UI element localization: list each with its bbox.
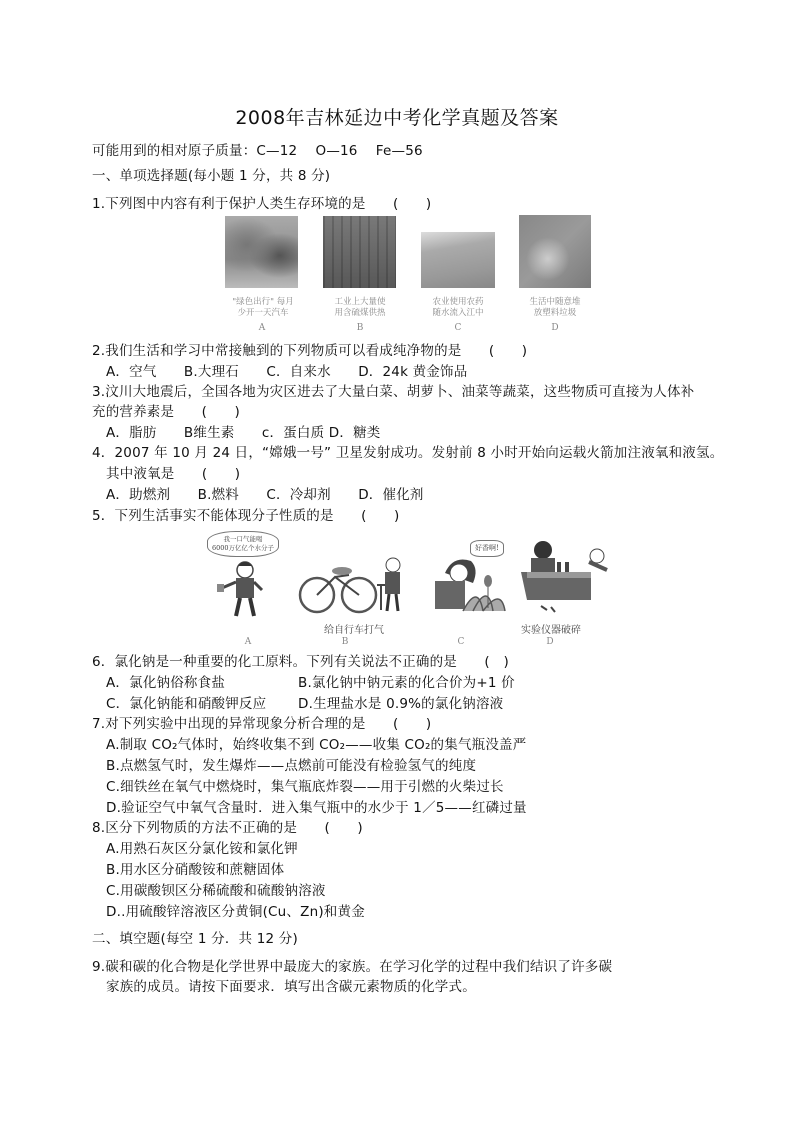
q1-letter-b: B [356, 323, 364, 333]
photo-industrial-coal [323, 216, 396, 288]
q1-stem: 1.下列图中内容有利于保护人类生存环境的是 ( ) [92, 196, 432, 212]
q5-stem: 5．下列生活事实不能体现分子性质的是 ( ) [92, 508, 400, 524]
q5-bubble-c: 好香啊! [470, 540, 504, 557]
q3-stem-line2: 充的营养素是 ( ) [92, 404, 240, 420]
q1-caption-d2: 放塑料垃圾 [533, 308, 577, 318]
q6-option-c: C．氯化钠能和硝酸钾反应 [106, 696, 267, 712]
q5-bubble-a-line1: 我一口气能喝 [223, 535, 263, 543]
q7-stem: 7.对下列实验中出现的异常现象分析合理的是 ( ) [92, 716, 432, 732]
q8-option-a: A.用熟石灰区分氯化铵和氯化钾 [106, 841, 298, 857]
q3-options: A．脂肪 B维生素 c．蛋白质 D．糖类 [106, 425, 381, 441]
q7-option-d: D.验证空气中氧气含量时．进入集气瓶中的水少于 1／5——红磷过量 [106, 800, 527, 816]
cartoon-broken-instruments [521, 540, 611, 615]
q5-bubble-a-line2: 6000万亿亿个水分子 [212, 544, 275, 552]
q5-letter-c: C [457, 637, 465, 647]
section2-heading: 二、填空题(每空 1 分．共 12 分) [92, 931, 298, 947]
page-title: 2008年吉林延边中考化学真题及答案 [235, 107, 559, 129]
q9-stem-line2: 家族的成员。请按下面要求．填写出含碳元素物质的化学式。 [106, 979, 476, 995]
q5-letter-a: A [244, 637, 252, 647]
q1-caption-b2: 用含硫煤供热 [334, 308, 386, 318]
q1-caption-a2: 少开一天汽车 [237, 308, 289, 318]
photo-pesticide-river [421, 232, 495, 288]
q8-option-b: B.用水区分硝酸铵和蔗糖固体 [106, 862, 285, 878]
q1-caption-d1: 生活中随意堆 [529, 297, 581, 307]
atomic-masses: 可能用到的相对原子质量：C—12 O—16 Fe—56 [92, 143, 423, 159]
q1-caption-a1: "绿色出行" 每月 [232, 297, 294, 307]
cartoon-boy-drinking [212, 558, 272, 620]
q1-letter-a: A [258, 323, 266, 333]
section1-heading: 一、单项选择题(每小题 1 分，共 8 分) [92, 168, 331, 184]
q7-option-c: C.细铁丝在氧气中燃烧时，集气瓶底炸裂——用于引燃的火柴过长 [106, 779, 504, 795]
photo-plastic-waste [519, 215, 591, 288]
q5-caption-b: 给自行车打气 [324, 625, 384, 636]
q2-stem: 2.我们生活和学习中常接触到的下列物质可以看成纯净物的是 ( ) [92, 343, 528, 359]
q1-caption-b1: 工业上大量使 [334, 297, 386, 307]
q4-options: A．助燃剂 B.燃料 C．冷却剂 D．催化剂 [106, 487, 424, 503]
q2-options: A．空气 B.大理石 C．自来水 D．24k 黄金饰品 [106, 364, 468, 380]
cartoon-girl-smelling-flower [433, 553, 513, 613]
q5-letter-b: B [341, 637, 349, 647]
q1-caption-c2: 随水流入江中 [432, 308, 484, 318]
q4-stem-line1: 4．2007 年 10 月 24 日，“嫦娥一号” 卫星发射成功。发射前 8 小时开始向运载火箭加注液氧和液氢。 [92, 445, 724, 461]
q8-option-d: D..用硫酸锌溶液区分黄铜(Cu、Zn)和黄金 [106, 904, 365, 920]
q1-letter-d: D [551, 323, 559, 333]
q4-stem-line2: 其中液氧是 ( ) [106, 466, 241, 482]
q5-bubble-a [207, 531, 279, 557]
q1-caption-c1: 农业使用农药 [432, 297, 484, 307]
q1-letter-c: C [454, 323, 462, 333]
q7-option-a: A.制取 CO₂气体时，始终收集不到 CO₂——收集 CO₂的集气瓶没盖严 [106, 737, 527, 753]
cartoon-bicycle-pump [297, 555, 407, 615]
q5-letter-d: D [546, 637, 554, 647]
q7-option-b: B.点燃氢气时，发生爆炸——点燃前可能没有检验氢气的纯度 [106, 758, 477, 774]
q8-stem: 8.区分下列物质的方法不正确的是 ( ) [92, 820, 363, 836]
q5-caption-d: 实验仪器破碎 [521, 625, 581, 636]
photo-green-travel [225, 216, 298, 288]
q8-option-c: C.用碳酸钡区分稀硫酸和硫酸钠溶液 [106, 883, 326, 899]
q3-stem-line1: 3.汶川大地震后，全国各地为灾区进去了大量白菜、胡萝卜、油菜等蔬菜，这些物质可直接为人体补 [92, 384, 695, 400]
q6-stem: 6．氯化钠是一种重要的化工原料。下列有关说法不正确的是 ( ) [92, 654, 510, 670]
q9-stem-line1: 9.碳和碳的化合物是化学世界中最庞大的家族。在学习化学的过程中我们结识了许多碳 [92, 959, 613, 975]
q6-option-d: D.生理盐水是 0.9%的氯化钠溶液 [298, 696, 504, 712]
q6-option-b: B.氯化钠中钠元素的化合价为+1 价 [298, 675, 515, 691]
q6-option-a: A．氯化钠俗称食盐 [106, 675, 226, 691]
